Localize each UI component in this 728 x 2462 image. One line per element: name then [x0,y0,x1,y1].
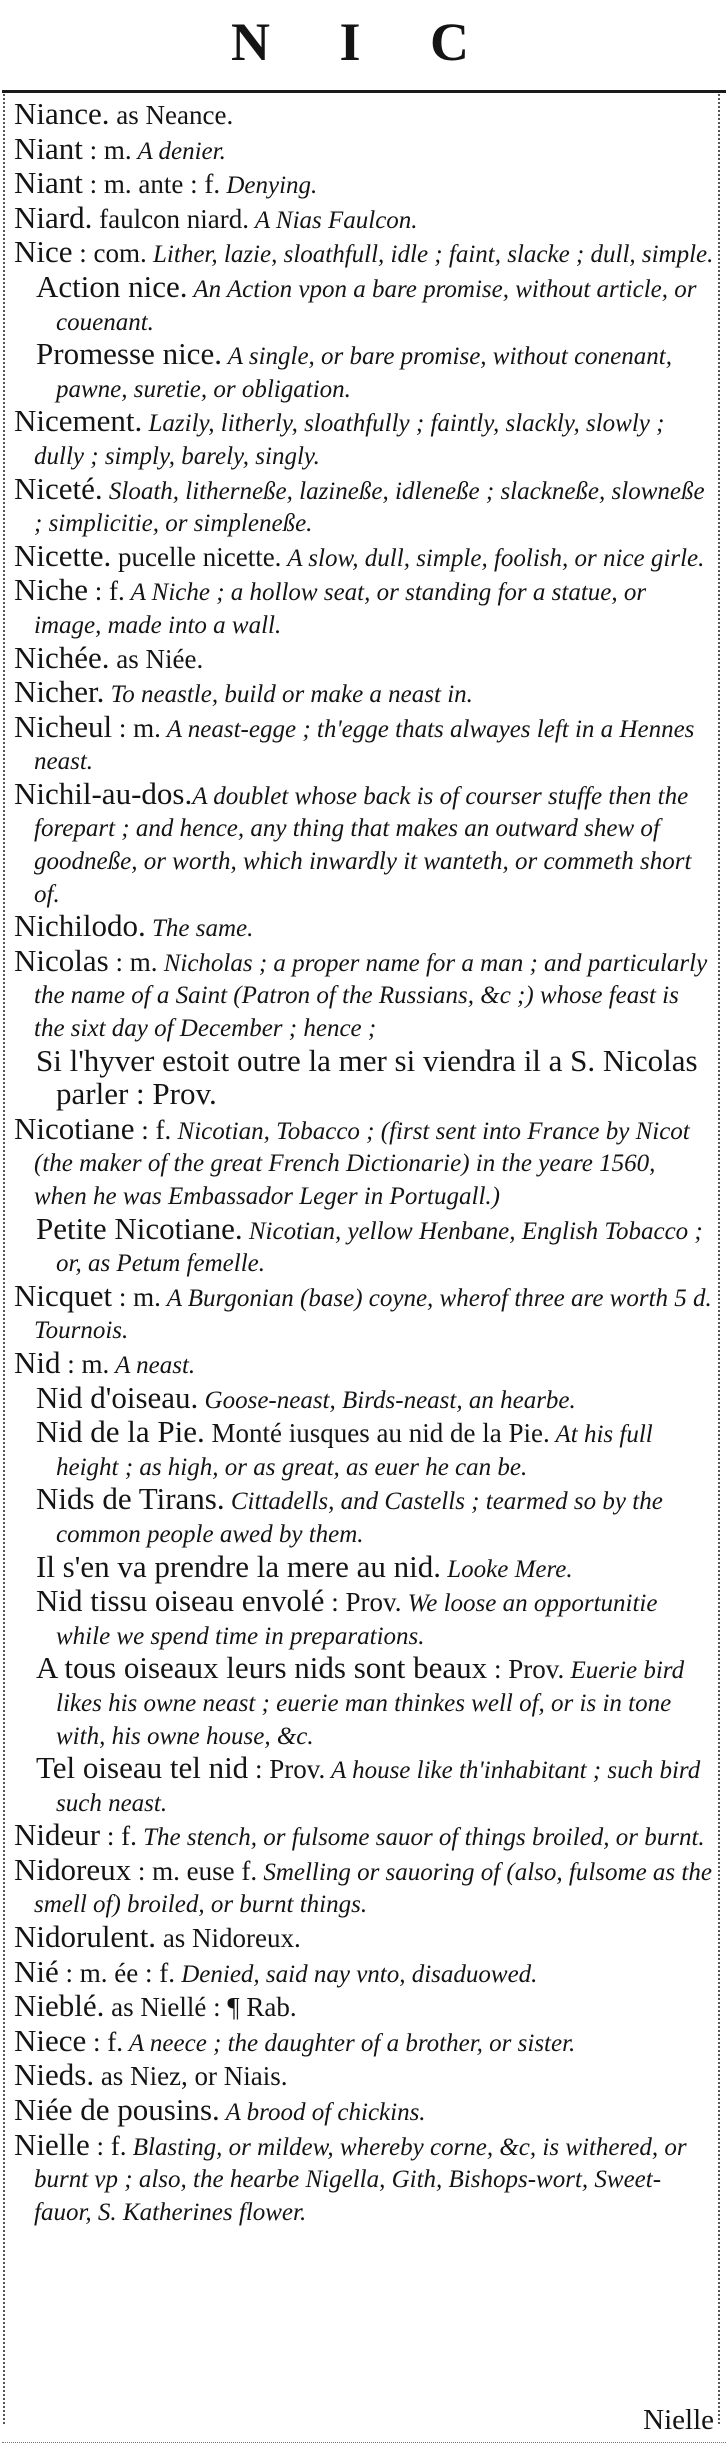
entry-gloss: Lazily, litherly, sloathfully ; faintly, slackly, slowly ; dully ; simply, barely, singly. [34,410,665,470]
entry-headword: Il s'en va prendre la mere au nid. [36,1548,441,1584]
entry-gloss: A neast. [109,1351,196,1379]
entry-grammar: : m. [82,134,132,165]
page-header: N I C [230,12,497,72]
entry-list [14,98,714,2228]
dictionary-entry [14,130,714,168]
entry-gloss: Goose-neast, Birds-neast, an hearbe. [198,1386,576,1414]
entry-grammar: as Neance. [109,100,234,130]
entry-headword: Nicquet [14,1277,113,1313]
entry-headword: Nieds. [14,2057,95,2093]
entry-grammar: faulcon niard. [92,203,250,234]
entry-gloss: Looke Mere. [440,1555,573,1583]
entry-gloss: A doublet whose back is of courser stuffe then the forepart ; and hence, any thing that makes an outward shew of goodneße, or worth, which inwardly it wanteth, or commeth short of. [34,782,692,908]
dictionary-entry [14,1110,714,1213]
dictionary-entry [14,1953,714,1991]
entry-headword: Nid de la Pie. [36,1414,205,1450]
dictionary-entry [14,1921,714,1956]
entry-grammar: as Niellé : ¶ Rab. [104,1992,297,2023]
entry-gloss: A neast-egge ; th'egge thats alwayes left in a Hennes neast. [34,715,695,776]
entry-grammar: : m. euse f. [131,1855,258,1886]
entry-gloss: Nicotian, yellow Henbane, English Tobacco ; or, as Petum femelle. [56,1217,703,1278]
entry-grammar: : Prov. [324,1587,402,1618]
dictionary-entry [14,2059,714,2094]
dictionary-entry [14,98,714,133]
entry-headword: Nicement. [14,403,143,439]
entry-gloss: The stench, or fulsome sauor of things broiled, or burnt. [136,1824,705,1852]
entry-headword: Nidorulent. [14,1919,157,1955]
entry-gloss: A single, or bare promise, without conenant, pawne, suretie, or obligation. [56,343,672,403]
entry-gloss: An Action vpon a bare promise, without article, or couenant. [56,275,697,336]
entry-gloss: A Niche ; a hollow seat, or standing for a statue, or image, made into a wall. [34,579,647,639]
entry-gloss: Blasting, or mildew, whereby corne, &c, is withered, or burnt vp ; also, the hearbe Nigella, Gith, Bishops-wort, Sweet-fauor, S. Katherines flower. [34,2133,687,2226]
sub-entry [14,1210,714,1280]
catchword: Nielle [643,2404,714,2436]
entry-grammar: : f. [88,576,125,607]
sub-entry [14,338,714,405]
entry-headword: Niant [14,130,83,166]
dictionary-entry [14,537,714,575]
entry-headword: Niard. [14,199,93,235]
entry-headword: Nicher. [14,674,105,710]
entry-grammar: as Niez, or Niais. [94,2061,288,2092]
entry-gloss: Smelling or sauoring of (also, fulsome as the smell of) broiled, or burnt things. [34,1858,712,1919]
entry-headword: Nicotiane [14,1110,135,1146]
entry-grammar: : com. [72,238,147,269]
header-rule [2,90,726,93]
entry-grammar: pucelle nicette. [111,541,282,572]
entry-grammar: : Prov. [248,1754,326,1785]
entry-grammar: Monté iusques au nid de la Pie. [204,1418,550,1449]
dictionary-entry [14,470,714,540]
entry-headword: Nid tissu oiseau envolé [36,1583,325,1619]
dictionary-entry [14,2022,714,2060]
entry-headword: Niece [14,2022,87,2058]
sub-entry [14,1548,714,1586]
entry-headword: A tous oiseaux leurs nids sont beaux [36,1650,488,1686]
dictionary-entry [14,708,714,778]
entry-headword: Nielle [14,2126,90,2162]
entry-headword: Niée de pousins. [14,2092,220,2128]
sub-entry [14,1483,714,1550]
entry-headword: Niance. [14,96,110,131]
entry-headword: Nideur [14,1817,101,1853]
entry-headword: Petite Nicotiane. [36,1210,243,1246]
entry-grammar: : m. ante : f. [82,169,221,200]
entry-headword: Nichilodo. [14,908,146,944]
dictionary-entry [14,639,714,677]
footer-rule [2,2442,726,2443]
entry-gloss: A Nias Faulcon. [249,206,418,234]
left-margin-rule [3,94,5,2424]
dictionary-entry [14,942,714,1045]
entry-gloss: Denying. [220,172,318,200]
sub-entry [14,1042,714,1113]
dictionary-entry [14,910,714,945]
entry-headword: Nidoreux [14,1851,132,1887]
dictionary-entry [14,1277,714,1347]
entry-headword: Nice [14,234,73,270]
entry-headword: Nichée. [14,639,110,675]
entry-headword: Niceté. [14,470,103,506]
entry-gloss: At his full height ; as high, or as great, as euer he can be. [56,1421,653,1481]
entry-gloss: The same. [145,915,254,943]
dictionary-entry [14,2126,714,2229]
dictionary-entry [14,1819,714,1854]
entry-grammar: : f. [89,2130,127,2161]
dictionary-entry [14,167,714,202]
entry-headword: Nid [14,1344,61,1380]
entry-grammar: : Prov. [487,1654,565,1685]
entry-headword: Nicette. [14,537,112,573]
sub-entry [14,1416,714,1483]
sub-entry [14,1379,714,1417]
entry-gloss: A brood of chickins. [219,2099,426,2127]
dictionary-entry [14,2094,714,2129]
entry-headword: Nid d'oiseau. [36,1379,199,1415]
entry-gloss: Denied, said nay vnto, disaduowed. [174,1960,538,1988]
entry-gloss: We loose an opportunitie while we spend time in preparations. [56,1590,658,1650]
dictionary-entry [14,676,714,711]
entry-headword: Tel oiseau tel nid [36,1750,249,1786]
entry-gloss: Lither, lazie, sloathfull, idle ; faint, slacke ; dull, simple. [146,241,714,269]
entry-grammar: as Nidoreux. [156,1923,301,1954]
dictionary-entry [14,199,714,237]
entry-gloss: To neastle, build or make a neast in. [104,681,473,709]
entry-gloss: Sloath, litherneße, lazineße, idleneße ; slackneße, slowneße ; simplicitie, or simpleneße. [34,477,705,538]
entry-grammar: : f. [134,1114,172,1145]
sub-entry [14,268,714,338]
sub-entry [14,1652,714,1752]
entry-grammar: : m. [108,946,158,977]
entry-headword: Action nice. [36,268,188,304]
dictionary-entry [14,1851,714,1921]
dictionary-entry [14,775,714,910]
entry-gloss: Nicholas ; a proper name for a man ; and particularly the name of a Saint (Patron of the Russians, &c ;) whose feast is the sixt day of December ; hence ; [34,949,708,1043]
entry-headword: Niant [14,165,83,201]
entry-gloss: A house like th'inhabitant ; such bird such neast. [56,1757,701,1817]
entry-headword: Nié [14,1953,59,1989]
entry-gloss: A Burgonian (base) coyne, wherof three are worth 5 d. Tournois. [34,1284,712,1345]
entry-headword: Nichil-au-dos. [14,775,193,811]
entry-gloss: A denier. [131,137,226,165]
entry-grammar: : f. [86,2026,124,2057]
entry-headword: Si l'hyver estoit outre la mer si viendra il a S. Nicolas parler : Prov. [36,1042,698,1112]
entry-gloss: Nicotian, Tobacco ; (first sent into France by Nicot (the maker of the great French Dictionarie) in the yeare 1560, when he was Embassador Leger in Portugall.) [34,1117,690,1210]
entry-grammar: : m. [112,712,161,743]
entry-headword: Nieblé. [14,1988,105,2024]
sub-entry [14,1752,714,1819]
entry-gloss: Euerie bird likes his owne neast ; euerie man thinkes well of, or is in tone with, his owne house, &c. [56,1657,685,1750]
entry-gloss: A slow, dull, simple, foolish, or nice girle. [281,544,705,572]
right-margin-rule [718,94,720,2424]
entry-headword: Nicolas [14,942,109,978]
sub-entry [14,1585,714,1652]
entry-grammar: : m. [60,1348,110,1379]
entry-headword: Nicheul [14,708,113,744]
entry-grammar: : m. ée : f. [58,1957,175,1988]
entry-headword: Nids de Tirans. [36,1481,225,1517]
entry-gloss: Cittadells, and Castells ; tearmed so by the common people awed by them. [56,1488,663,1548]
entry-grammar: : f. [100,1821,137,1852]
entry-headword: Niche [14,572,89,608]
entry-gloss: A neece ; the daughter of a brother, or sister. [123,2029,576,2057]
dictionary-entry [14,405,714,472]
dictionary-entry [14,574,714,641]
dictionary-entry [14,236,714,271]
dictionary-entry [14,1990,714,2025]
entry-headword: Promesse nice. [36,336,222,372]
dictionary-entry [14,1344,714,1382]
entry-grammar: : m. [112,1281,161,1312]
entry-grammar: as Niée. [109,643,204,674]
